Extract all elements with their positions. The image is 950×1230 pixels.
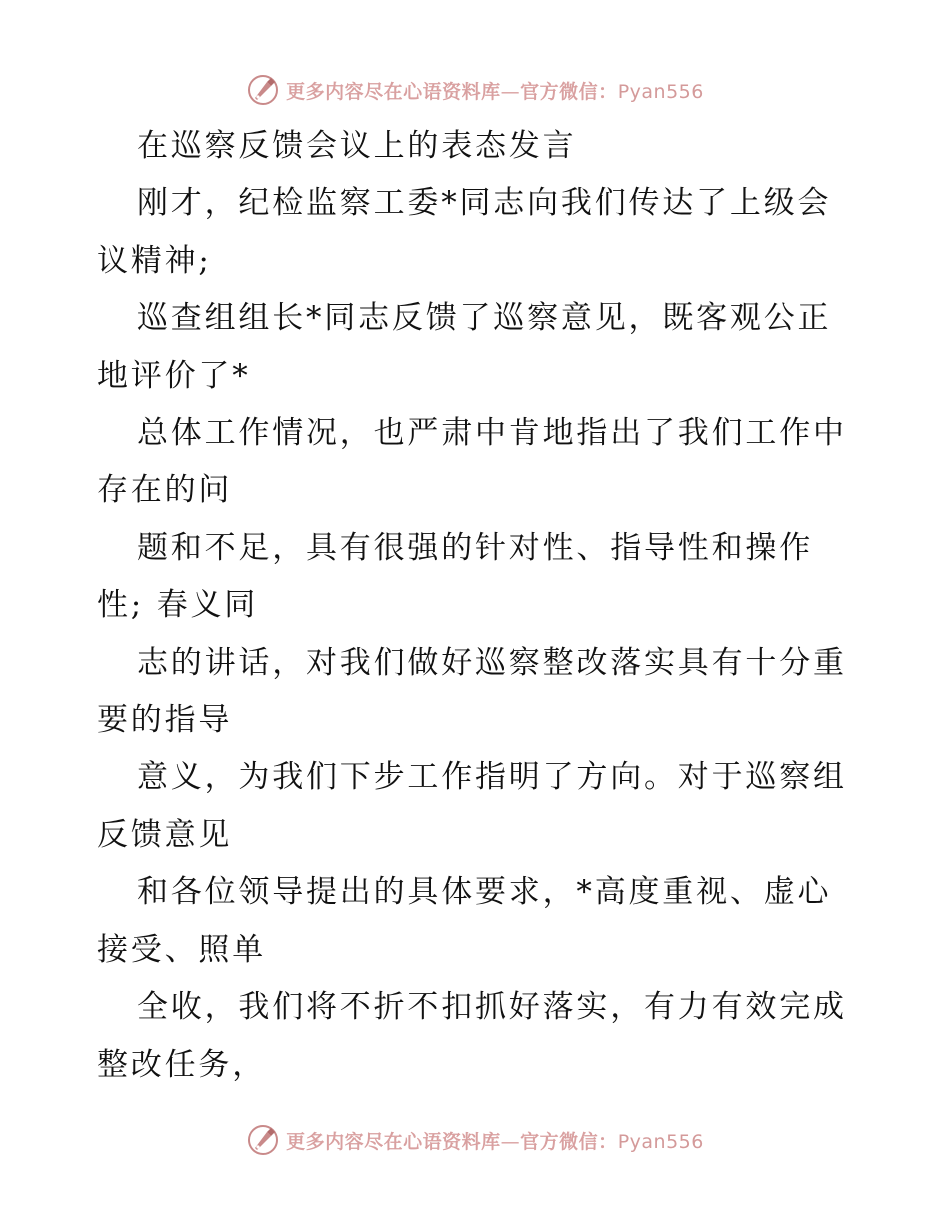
text-line: 性; 春义同 [97,587,259,624]
pen-nib-logo-icon [246,1123,280,1157]
watermark-separator: — [500,1130,521,1153]
watermark-id: Pyan556 [617,1130,704,1153]
text-line: 接受、照单 [97,931,266,968]
watermark-separator: — [500,80,521,103]
text-line: 总体工作情况，也严肃中肯地指出了我们工作中 [137,415,847,452]
watermark-channel: 官方微信： [520,1130,618,1153]
text-line: 反馈意见 [97,816,233,853]
footer-watermark [0,1120,950,1160]
header-watermark [0,70,950,110]
text-line: 志的讲话，对我们做好巡察整改落实具有十分重 [137,644,847,681]
watermark-text [286,77,704,104]
document-title: 在巡察反馈会议上的表态发言 [137,128,577,164]
text-line: 意义，为我们下步工作指明了方向。对于巡察组 [137,759,847,796]
document-body [97,118,857,1094]
watermark-text [286,1127,704,1154]
text-line: 和各位领导提出的具体要求，*高度重视、虚心 [137,874,832,911]
watermark-main: 更多内容尽在心语资料库 [286,1130,501,1153]
text-line: 整改任务， [97,1046,266,1083]
watermark-channel: 官方微信： [520,80,618,103]
watermark-id: Pyan556 [617,80,704,103]
watermark-main: 更多内容尽在心语资料库 [286,80,501,103]
text-line: 刚才，纪检监察工委*同志向我们传达了上级会 [137,185,832,222]
text-line: 地评价了* [97,357,251,394]
text-line: 要的指导 [97,702,233,739]
text-line: 巡查组组长*同志反馈了巡察意见，既客观公正 [137,300,832,337]
text-line: 议精神; [97,242,212,279]
text-line: 题和不足，具有很强的针对性、指导性和操作 [137,529,813,566]
pen-nib-logo-icon [246,73,280,107]
text-line: 存在的问 [97,472,233,509]
text-line: 全收，我们将不折不扣抓好落实，有力有效完成 [137,989,847,1026]
